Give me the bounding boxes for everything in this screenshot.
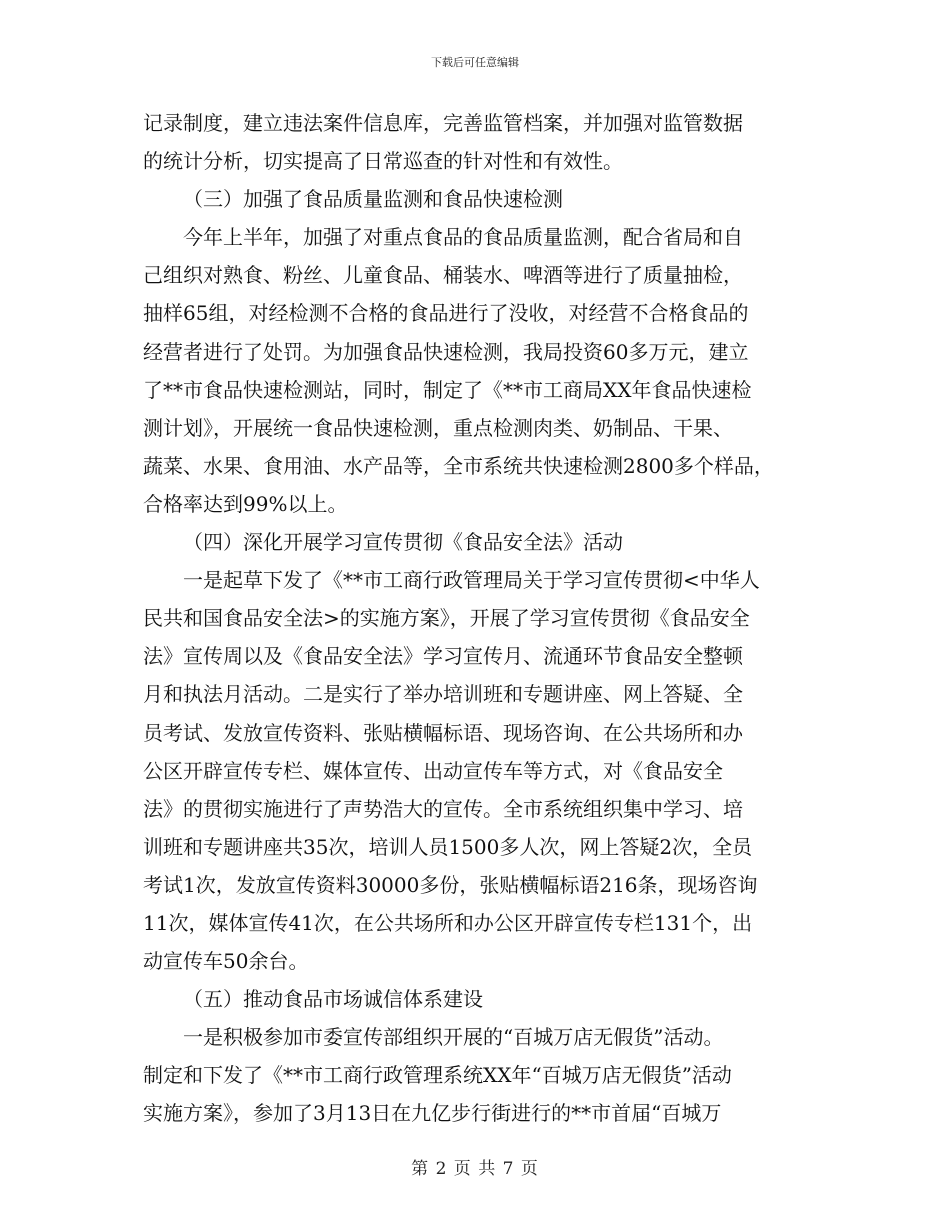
text-line: （三）加强了食品质量监测和食品快速检测 bbox=[183, 187, 563, 212]
text-line: 训班和专题讲座共35次，培训人员1500多人次，网上答疑2次，全员 bbox=[143, 834, 753, 859]
text-line: 一是起草下发了《**市工商行政管理局关于学习宣传贯彻<中华人 bbox=[183, 568, 760, 593]
text-line: 测计划》，开展统一食品快速检测，重点检测肉类、奶制品、干果、 bbox=[143, 415, 733, 440]
text-line: 了**市食品快速检测站，同时，制定了《**市工商局XX年食品快速检 bbox=[143, 377, 752, 402]
text-line: 己组织对熟食、粉丝、儿童食品、桶装水、啤酒等进行了质量抽检， bbox=[143, 263, 743, 288]
text-line: 法》的贯彻实施进行了声势浩大的宣传。全市系统组织集中学习、培 bbox=[143, 796, 743, 821]
text-line: （四）深化开展学习宣传贯彻《食品安全法》活动 bbox=[183, 530, 623, 555]
text-line: 法》宣传周以及《食品安全法》学习宣传月、流通环节食品安全整顿 bbox=[143, 644, 743, 669]
page-header: 下载后可任意编辑 bbox=[431, 56, 519, 69]
text-line: 公区开辟宣传专栏、媒体宣传、出动宣传车等方式，对《食品安全 bbox=[143, 758, 723, 783]
text-line: 11次，媒体宣传41次，在公共场所和办公区开辟宣传专栏131个，出 bbox=[143, 910, 753, 935]
text-line: 记录制度，建立违法案件信息库，完善监管档案，并加强对监管数据 bbox=[143, 111, 743, 135]
text-line: 制定和下发了《**市工商行政管理系统XX年“百城万店无假货”活动 bbox=[143, 1063, 732, 1088]
text-line: 员考试、发放宣传资料、张贴横幅标语、现场咨询、在公共场所和办 bbox=[143, 720, 743, 745]
text-line: 动宣传车50余台。 bbox=[143, 949, 309, 974]
text-line: 蔬菜、水果、食用油、水产品等，全市系统共快速检测2800多个样品， bbox=[143, 453, 774, 478]
text-line: 考试1次，发放宣传资料30000多份，张贴横幅标语216条，现场咨询 bbox=[143, 872, 758, 897]
text-line: 一是积极参加市委宣传部组织开展的“百城万店无假货”活动。 bbox=[183, 1025, 724, 1050]
text-line: 民共和国食品安全法>的实施方案》，开展了学习宣传贯彻《食品安全 bbox=[143, 606, 750, 631]
text-line: 实施方案》，参加了3月13日在九亿步行街进行的**市首届“百城万 bbox=[143, 1101, 722, 1126]
text-line: 合格率达到99%以上。 bbox=[143, 491, 348, 516]
text-line: 的统计分析，切实提高了日常巡查的针对性和有效性。 bbox=[143, 149, 623, 174]
text-line: 月和执法月活动。二是实行了举办培训班和专题讲座、网上答疑、全 bbox=[143, 682, 743, 707]
page-footer: 第 2 页 共 7 页 bbox=[411, 1159, 539, 1179]
text-line: 抽样65组，对经检测不合格的食品进行了没收，对经营不合格食品的 bbox=[143, 301, 749, 326]
text-line: （五）推动食品市场诚信体系建设 bbox=[183, 987, 483, 1012]
body-text bbox=[143, 104, 813, 1133]
text-line: 经营者进行了处罚。为加强食品快速检测，我局投资60多万元，建立 bbox=[143, 339, 749, 364]
text-line: 今年上半年，加强了对重点食品的食品质量监测，配合省局和自 bbox=[183, 225, 743, 250]
